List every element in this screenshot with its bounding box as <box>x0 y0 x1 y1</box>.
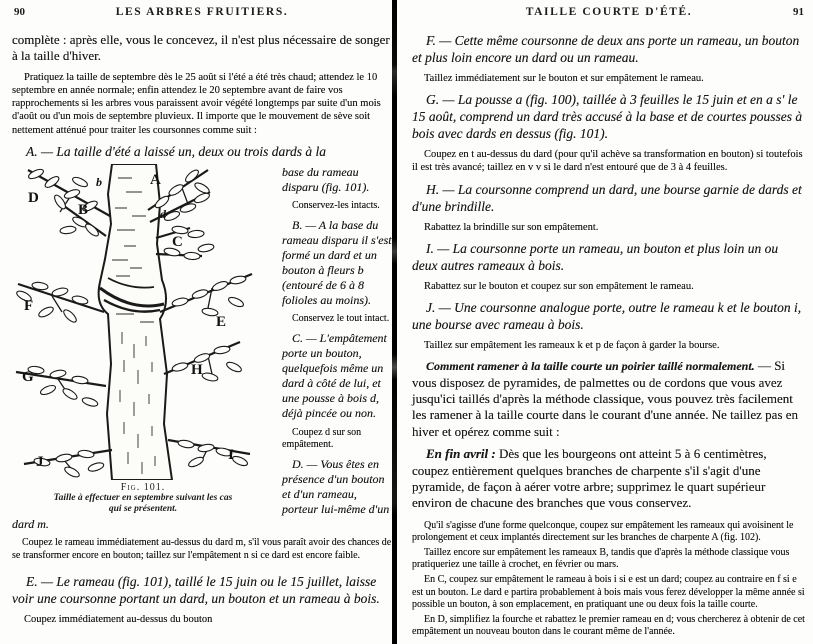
section-e: E. — Le rameau (fig. 101), taillé le 15 juin ou le 15 juillet, laisse voir une coursonne portant un dard, un bouton et un rameau à bois. <box>12 574 380 607</box>
fine-print-3: En C, coupez sur empâtement le rameau à bois i si e est un dard; coupez au contraire en f si e est un bouton. Le dard e partira probablement à bois mais vous ferez développer la même année si possible un bouton, à son emplacement, en pratiquant une ou deux fois la taille courte. <box>412 574 805 610</box>
figure-label-A: A <box>150 171 161 188</box>
note-h: Rabattez la brindille sur son empâtement. <box>424 221 599 233</box>
note-d: Coupez le rameau immédiatement au-dessus du dard m, s'il vous paraît avoir des chances de se transformer encore en bouton; taillez sur l'empâtement n si ce dard est encore faible. <box>12 537 392 561</box>
figure-caption-line2: qui se présentent. <box>108 504 178 515</box>
page-number-left: 90 <box>14 6 25 18</box>
running-title-left: LES ARBRES FRUITIERS. <box>115 6 289 18</box>
figure-caption <box>12 482 274 515</box>
figure-label-B: B <box>78 201 89 218</box>
page-right <box>412 6 806 641</box>
figure-label-J: J <box>36 453 44 470</box>
note-e: Coupez immédiatement au-dessus du bouton <box>24 614 213 626</box>
page-gutter-shadow <box>392 0 397 644</box>
april-paragraph <box>412 446 806 512</box>
figure-label-I: I <box>228 446 234 463</box>
running-header-left <box>12 6 392 26</box>
figure-101 <box>12 164 274 515</box>
note-i: Rabattez sur le bouton et coupez sur son empâtement le rameau. <box>424 280 694 292</box>
howto-heading: Comment ramener à la taille courte un poirier taillé normalement. <box>426 359 755 374</box>
section-b: B. — A la base du rameau disparu il s'est formé un dard et un bouton à fleurs b (entouré de 6 à 8 folioles au moins). <box>282 217 392 308</box>
april-lead: En fin avril : <box>426 446 496 462</box>
april-body: Dès que les bourgeons ont atteint 5 à 6 centimètres, coupez entièrement quelques branches de charpente s'il s'agit d'une pyramide, de façon à aérer votre arbre; supprimez le quart supérieur environ de chacune des branches que vous conservez. <box>412 446 767 511</box>
september-paragraph: Pratiquez la taille de septembre dès le 25 août si l'été a été très chaud; attendez le 10 septembre en année normale; enfin attendez le 20 septembre avant de faire vos rapprochements si les arbres vous paraissent avoir végété longtemps par suite d'un mois d'août ou d'un mois de septembre pluvieux. Il importe que le mouvement de sève soit nettement atténué pour traiter les coursonnes comme suit : <box>12 71 381 136</box>
note-a: Conservez-les intacts. <box>292 200 380 212</box>
page-left <box>12 6 392 633</box>
fine-print-2: Taillez encore sur empâtement les rameaux B, tandis que d'après la méthode classique vous pratiqueriez une taille à crochet, en février ou mars. <box>412 547 790 571</box>
note-b: Conservez le tout intact. <box>292 313 390 325</box>
figure-label-H: H <box>191 361 203 378</box>
howto-body: — Si vous disposez de pyramides, de palmettes ou de cordons que vous avez jusqu'ici taillés d'après la méthode classique, vous pouvez très facilement les ramener à la taille courte dans le courant d'une année. Ne taillez pas en hiver et opérez comme suit : <box>412 358 799 439</box>
figure-label-E: E <box>216 313 227 330</box>
figure-label-G: G <box>22 368 34 385</box>
figure-label-b: b <box>96 174 102 189</box>
note-g: Coupez en t au-dessus du dard (pour qu'il achève sa transformation en bouton) si toutefois il est très avancé; taillez en v v si le dard n'est entouré que de 3 à 4 feuilles. <box>412 149 803 174</box>
figure-number: Fig. 101. <box>120 481 166 493</box>
note-c: Coupez d sur son empâtement. <box>282 426 362 451</box>
section-c: C. — L'empâtement porte un bouton, quelquefois même un dard à côté de lui, et une pousse à bois d, déjà pincée ou non. <box>282 330 387 421</box>
note-f: Taillez immédiatement sur le bouton et sur empâtement le rameau. <box>424 73 704 84</box>
section-j: J. — Une coursonne analogue porte, outre le rameau k et le bouton i, une bourse avec rameau à bois. <box>412 300 802 333</box>
figure-label-C: C <box>172 233 183 250</box>
figure-caption-line1: Taille à effectuer en septembre suivant les cas <box>53 493 233 504</box>
page-number-right: 91 <box>793 6 804 18</box>
section-a: A. — La taille d'été a laissé un, deux ou trois dards à la <box>26 143 326 159</box>
note-j: Taillez sur empâtement les rameaux k et p de façon à garder la bourse. <box>424 340 720 352</box>
section-i: I. — La coursonne porte un rameau, un bouton et plus loin un ou deux autres rameaux à bois. <box>412 240 779 273</box>
figure-label-d: d <box>160 206 166 221</box>
tree-illustration <box>12 164 274 480</box>
intro-paragraph: complète : après elle, vous le concevez, il n'est plus nécessaire de songer à la taille d'hiver. <box>12 32 390 64</box>
howto-paragraph <box>412 358 806 440</box>
running-title-right: TAILLE COURTE D'ÉTÉ. <box>525 6 693 18</box>
figure-label-D: D <box>28 189 39 206</box>
section-h: H. — La coursonne comprend un dard, une bourse garnie de dards et d'une brindille. <box>412 181 802 214</box>
fine-print-1: Qu'il s'agisse d'une forme quelconque, coupez sur empâtement les rameaux qui avoisinent le prolongement et ceux implantés directement sur les branches de charpente A (fig. 102). <box>412 519 794 543</box>
section-f: F. — Cette même coursonne de deux ans porte un rameau, un bouton et plus loin encore un dard ou un rameau. <box>412 33 800 65</box>
running-header-right <box>412 6 806 26</box>
section-a-continuation: base du rameau disparu (fig. 101). <box>282 164 370 194</box>
figure-label-F: F <box>24 297 34 314</box>
fine-print-4: En D, simplifiez la fourche et rabattez le premier rameau en d; vous chercherez à obtenir de cet empâtement un nouveau bouton dans le courant même de l'année. <box>412 614 805 638</box>
section-g: G. — La pousse a (fig. 100), taillée à 3 feuilles le 15 juin et en a s' le 15 août, comprend un dard très accusé à la base et de courtes pousses à bois avec dards en dessus (fig. 101). <box>412 92 803 142</box>
section-d: D. — Vous êtes en présence d'un bouton et d'un rameau, porteur lui-même d'un dard m. <box>12 456 390 532</box>
